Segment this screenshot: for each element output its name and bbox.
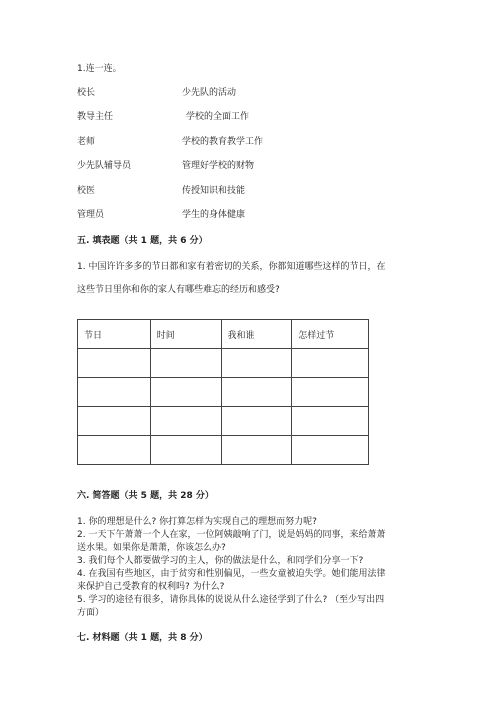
table-header-cell: 怎样过节 (292, 320, 369, 349)
table-row (78, 349, 369, 378)
connect-right-item: 管理好学校的财物 (182, 161, 255, 171)
connect-right-item: 传授知识和技能 (182, 186, 246, 196)
section6-question-line: 2. 一天下午萧萧一个人在家，一位阿姨敲响了门，说是妈妈的同事，来给萧萧 (77, 530, 386, 540)
table-header-cell: 我和谁 (221, 320, 292, 349)
table-cell[interactable] (221, 349, 292, 378)
table-row (78, 436, 369, 465)
table-row (78, 407, 369, 436)
table-header-cell: 时间 (150, 320, 221, 349)
table-cell[interactable] (292, 436, 369, 465)
section6-question-line: 3. 我们每个人都要做学习的主人，你的做法是什么，和同学们分享一下? (77, 556, 364, 566)
table-cell[interactable] (150, 349, 221, 378)
section5-question-line: 1. 中国许许多多的节日都和家有着密切的关系，你都知道哪些这样的节日，在 (77, 262, 386, 272)
section6-question-line: 5. 学习的途径有很多，请你具体的说说从什么途径学到了什么? （至少写出四 (77, 595, 385, 605)
table-cell[interactable] (78, 407, 151, 436)
table-cell[interactable] (292, 378, 369, 407)
table-cell[interactable] (221, 436, 292, 465)
table-header-cell: 节日 (78, 320, 151, 349)
connect-title: 1.连一连。 (77, 64, 122, 74)
connect-left-item: 管理员 (77, 210, 105, 220)
table-header-row (78, 320, 369, 349)
holiday-table (77, 319, 369, 465)
section6-question-line: 方面） (77, 608, 105, 618)
table-cell[interactable] (221, 378, 292, 407)
section5-question-line: 这些节日里你和你的家人有哪些难忘的经历和感受? (77, 285, 280, 295)
table-cell[interactable] (78, 349, 151, 378)
table-row (78, 378, 369, 407)
section5-heading: 五. 填表题（共 1 题，共 6 分） (77, 236, 208, 246)
section6-question-line: 来保护自己受教育的权利吗? 为什么? (77, 582, 225, 592)
connect-left-item: 校医 (77, 186, 96, 196)
section6-question-line: 送水果。如果你是萧萧，你该怎么办? (77, 543, 226, 553)
table-cell[interactable] (150, 436, 221, 465)
table-cell[interactable] (292, 349, 369, 378)
section6-question-line: 1. 你的理想是什么? 你打算怎样为实现自己的理想而努力呢? (77, 517, 317, 527)
section6-heading: 六. 简答题（共 5 题，共 28 分） (77, 491, 214, 501)
connect-right-item: 学校的教育教学工作 (182, 137, 264, 147)
table-cell[interactable] (221, 407, 292, 436)
table-cell[interactable] (150, 407, 221, 436)
table-cell[interactable] (292, 407, 369, 436)
connect-right-item: 学生的身体健康 (182, 210, 246, 220)
section6-question-line: 4. 在我国有些地区，由于贫穷和性别偏见，一些女童被迫失学。她们能用法律 (77, 569, 386, 579)
table-cell[interactable] (78, 436, 151, 465)
section7-heading: 七. 材料题（共 1 题，共 8 分） (77, 633, 208, 643)
connect-left-item: 校长 (77, 88, 96, 98)
table-cell[interactable] (150, 378, 221, 407)
connect-left-item: 老师 (77, 137, 96, 147)
connect-left-item: 教导主任 (77, 112, 114, 122)
table-cell[interactable] (78, 378, 151, 407)
connect-right-item: 少先队的活动 (182, 88, 237, 98)
connect-right-item: 学校的全面工作 (186, 112, 250, 122)
connect-left-item: 少先队辅导员 (77, 161, 132, 171)
